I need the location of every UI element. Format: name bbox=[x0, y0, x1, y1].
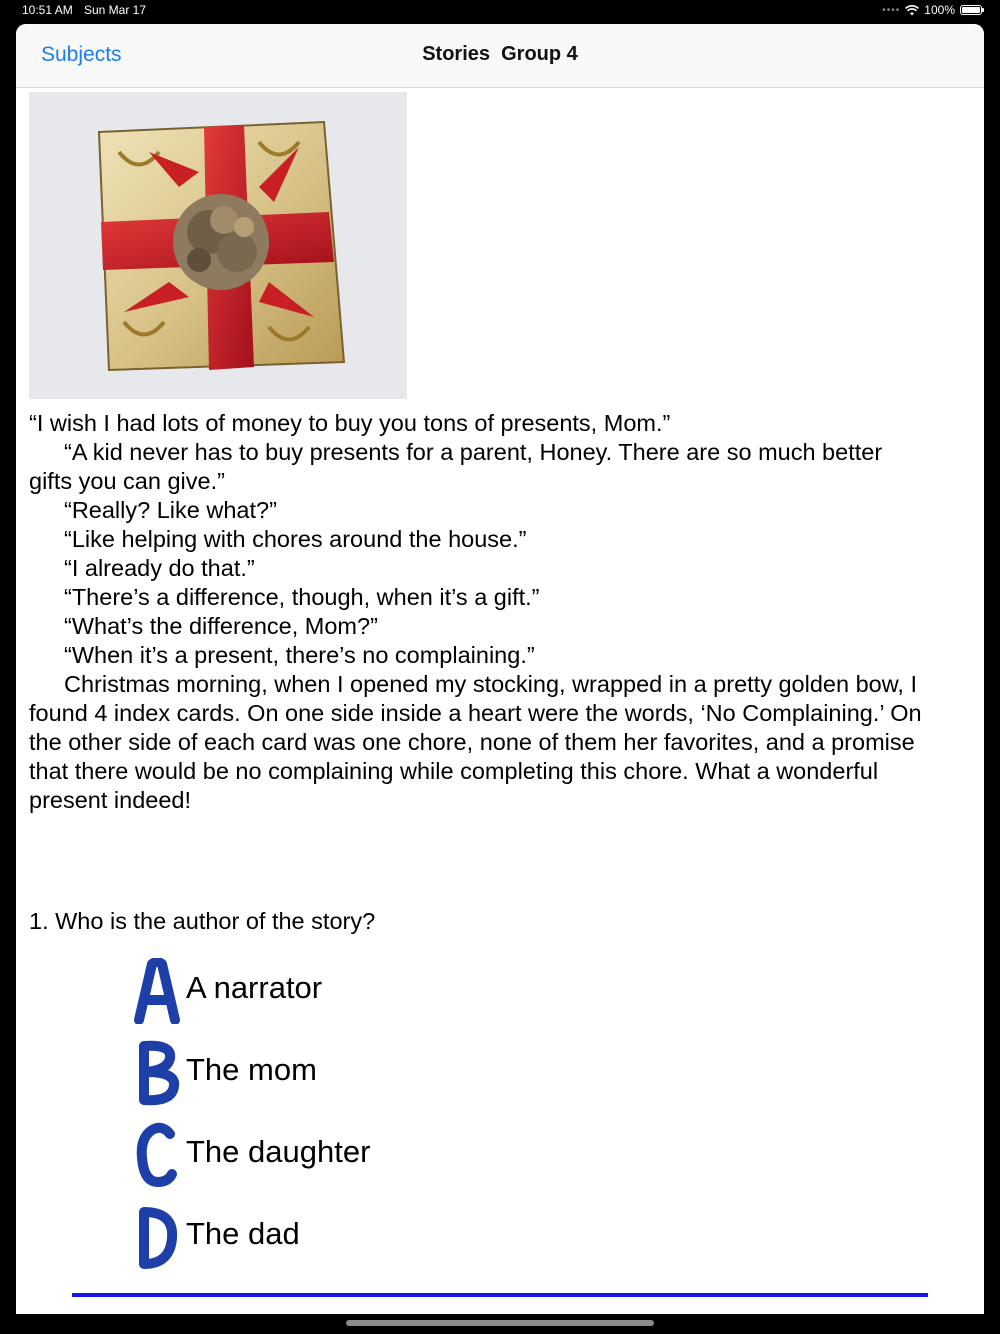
wifi-icon bbox=[905, 5, 919, 16]
question-text: 1. Who is the author of the story? bbox=[29, 908, 376, 934]
story-paragraph: “Really? Like what?” bbox=[64, 497, 277, 523]
gift-box-illustration bbox=[29, 92, 407, 399]
story-paragraph: Christmas morning, when I opened my stocking, wrapped in a pretty golden bow, I found 4 index cards. On one side inside a heart were the words, ‘No Complaining.’ On the other side of each card was one chore, none of them her favorites, and a promise that there would be no complaining while completing this chore. What a wonderful present indeed! bbox=[29, 671, 922, 813]
letter-d-icon bbox=[134, 1204, 180, 1270]
home-indicator[interactable] bbox=[346, 1320, 654, 1326]
answer-text: The dad bbox=[186, 1216, 300, 1251]
status-date: Sun Mar 17 bbox=[84, 3, 147, 17]
answer-option-a[interactable] bbox=[134, 958, 534, 1028]
answer-option-c[interactable] bbox=[134, 1122, 534, 1192]
battery-percent: 100% bbox=[924, 3, 955, 17]
signal-dots-icon: •••• bbox=[882, 4, 901, 16]
letter-b-icon bbox=[134, 1040, 180, 1106]
letter-a-icon bbox=[134, 958, 180, 1024]
page-title: Stories Group 4 bbox=[422, 43, 578, 65]
content-sheet bbox=[16, 24, 984, 1314]
navigation-bar bbox=[16, 24, 984, 88]
subjects-back-button[interactable]: Subjects bbox=[41, 43, 122, 66]
battery-icon bbox=[960, 5, 982, 15]
story-paragraph: “I wish I had lots of money to buy you tons of presents, Mom.” bbox=[29, 410, 671, 436]
story-paragraph: “When it’s a present, there’s no complaining.” bbox=[64, 642, 535, 668]
answer-text: The daughter bbox=[186, 1134, 371, 1169]
answer-text: A narrator bbox=[186, 970, 323, 1005]
story-paragraph: “Like helping with chores around the house.” bbox=[64, 526, 527, 552]
gift-box-image bbox=[29, 92, 407, 399]
letter-c-icon bbox=[134, 1122, 180, 1188]
story-paragraph: “What’s the difference, Mom?” bbox=[64, 613, 378, 639]
status-time: 10:51 AM bbox=[22, 3, 73, 17]
story-paragraph: “A kid never has to buy presents for a parent, Honey. There are so much better gifts you can give.” bbox=[29, 439, 883, 494]
answer-option-b[interactable] bbox=[134, 1040, 534, 1110]
status-bar bbox=[0, 0, 1000, 22]
story-paragraph: “I already do that.” bbox=[64, 555, 255, 581]
story-paragraph: “There’s a difference, though, when it’s a gift.” bbox=[64, 584, 540, 610]
answer-option-d[interactable] bbox=[134, 1204, 534, 1274]
status-indicators bbox=[882, 3, 982, 17]
answer-text: The mom bbox=[186, 1052, 317, 1087]
bottom-divider bbox=[72, 1293, 928, 1297]
story-text bbox=[29, 409, 929, 815]
